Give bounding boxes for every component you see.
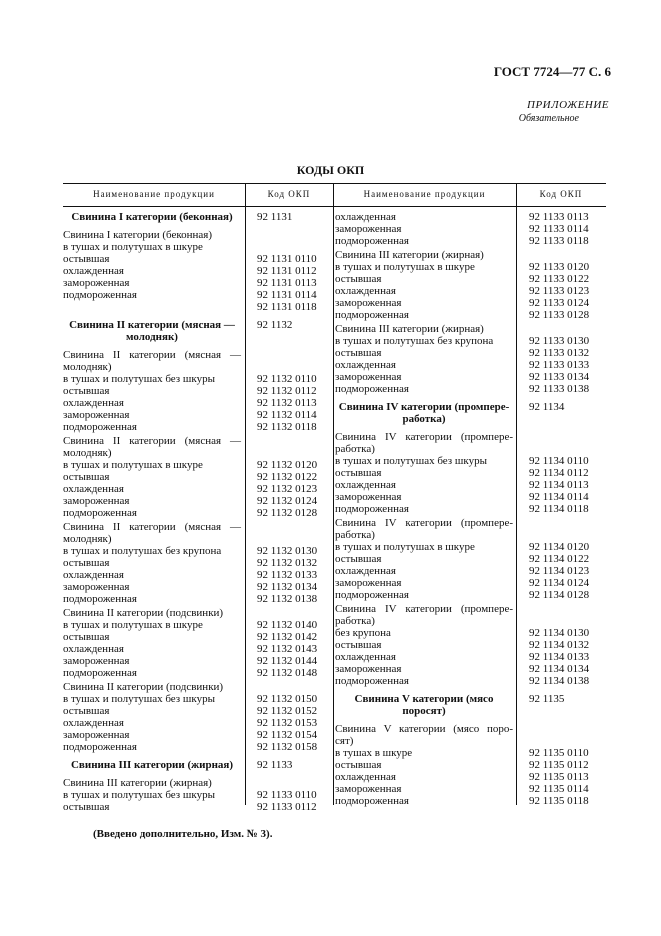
okp-code: 92 1133 0134 bbox=[529, 371, 590, 383]
okp-code: 92 1132 0133 bbox=[257, 569, 318, 581]
okp-code: 92 1131 0113 bbox=[257, 277, 317, 289]
table-row bbox=[63, 667, 327, 679]
okp-code: 92 1133 0123 bbox=[529, 285, 590, 297]
name-column-header: Наименование продукции bbox=[363, 189, 486, 199]
product-name: охлажденная bbox=[63, 569, 124, 581]
okp-code bbox=[517, 323, 599, 335]
okp-code bbox=[245, 349, 327, 373]
okp-code: 92 1134 0118 bbox=[529, 503, 589, 515]
okp-code: 92 1132 0144 bbox=[257, 655, 318, 667]
table-row bbox=[335, 335, 599, 347]
product-name: остывшая bbox=[63, 705, 110, 717]
okp-code: 92 1135 0114 bbox=[529, 783, 589, 795]
left-column bbox=[63, 211, 327, 813]
table-row bbox=[63, 241, 327, 253]
product-name: подмороженная bbox=[63, 421, 137, 433]
table-row bbox=[63, 507, 327, 519]
product-name: Свинина II категории (мясная — молодняк) bbox=[63, 435, 241, 459]
table-row bbox=[335, 577, 599, 589]
okp-code: 92 1133 bbox=[257, 759, 293, 771]
product-name: в тушах и полутушах в шкуре bbox=[335, 541, 475, 553]
table-row bbox=[63, 693, 327, 705]
product-name: замороженная bbox=[63, 655, 130, 667]
okp-code bbox=[245, 229, 327, 241]
product-name: остывшая bbox=[335, 759, 382, 771]
product-name: подмороженная bbox=[63, 741, 137, 753]
okp-code: 92 1132 0112 bbox=[257, 385, 317, 397]
table-row bbox=[335, 553, 599, 565]
product-name: замороженная bbox=[63, 409, 130, 421]
table-rule-head bbox=[63, 206, 606, 207]
table-row bbox=[335, 541, 599, 553]
table-row bbox=[335, 639, 599, 651]
product-name: в тушах и полутушах без крупона bbox=[63, 545, 222, 557]
product-name: охлажденная bbox=[335, 285, 396, 297]
okp-code: 92 1132 0143 bbox=[257, 643, 318, 655]
okp-code: 92 1133 0120 bbox=[529, 261, 590, 273]
product-name: в тушах и полутушах без шкуры bbox=[63, 789, 215, 801]
table-row bbox=[335, 359, 599, 371]
okp-code: 92 1133 0138 bbox=[529, 383, 590, 395]
category-heading bbox=[335, 401, 599, 425]
table-row bbox=[335, 211, 599, 223]
product-name: замороженная bbox=[335, 577, 402, 589]
product-name: охлажденная bbox=[63, 265, 124, 277]
table-row bbox=[335, 273, 599, 285]
okp-code: 92 1132 0148 bbox=[257, 667, 318, 679]
table-row bbox=[63, 409, 327, 421]
okp-code: 92 1133 0133 bbox=[529, 359, 590, 371]
category-heading bbox=[335, 693, 599, 717]
appendix-sub: Обязательное bbox=[518, 113, 579, 124]
product-name: замороженная bbox=[63, 495, 130, 507]
product-name: Свинина I категории (беконная) bbox=[71, 211, 233, 223]
table-row bbox=[335, 517, 599, 541]
table-row bbox=[63, 421, 327, 433]
product-name: Свинина V категории (мясо поросят) bbox=[354, 693, 494, 717]
okp-code: 92 1133 0122 bbox=[529, 273, 590, 285]
category-heading bbox=[63, 759, 327, 771]
product-name: подмороженная bbox=[63, 593, 137, 605]
product-name: Свинина II категории (мясная — молодняк) bbox=[63, 349, 241, 373]
table-row bbox=[335, 479, 599, 491]
product-name: остывшая bbox=[63, 253, 110, 265]
okp-code: 92 1132 0130 bbox=[257, 545, 318, 557]
okp-code bbox=[245, 241, 327, 253]
table-row bbox=[335, 603, 599, 627]
page-header: ГОСТ 7724—77 С. 6 bbox=[493, 64, 611, 79]
okp-code bbox=[245, 521, 327, 545]
okp-code: 92 1131 0110 bbox=[257, 253, 317, 265]
okp-code: 92 1132 0134 bbox=[257, 581, 318, 593]
table-row bbox=[63, 789, 327, 801]
okp-code bbox=[245, 435, 327, 459]
product-name: подмороженная bbox=[335, 383, 409, 395]
category-heading bbox=[63, 319, 327, 343]
okp-code: 92 1135 0118 bbox=[529, 795, 589, 807]
table-row bbox=[63, 557, 327, 569]
table-row bbox=[63, 643, 327, 655]
product-name: в тушах и полутушах в шкуре bbox=[63, 619, 203, 631]
okp-code: 92 1134 0124 bbox=[529, 577, 590, 589]
table-row bbox=[335, 771, 599, 783]
column-divider bbox=[333, 183, 334, 805]
product-name: подмороженная bbox=[335, 309, 409, 321]
product-name: Свинина III категории (жирная) bbox=[63, 777, 212, 789]
table-row bbox=[335, 235, 599, 247]
table-row bbox=[335, 467, 599, 479]
product-name: подмороженная bbox=[63, 507, 137, 519]
okp-code: 92 1132 0138 bbox=[257, 593, 318, 605]
table-row bbox=[335, 261, 599, 273]
product-name: Свинина II категории (мясная — молодняк) bbox=[63, 521, 241, 545]
table-row bbox=[63, 619, 327, 631]
product-name: подмороженная bbox=[335, 675, 409, 687]
product-name: остывшая bbox=[63, 631, 110, 643]
okp-code: 92 1134 0112 bbox=[529, 467, 589, 479]
product-name: охлажденная bbox=[335, 211, 396, 223]
table-row bbox=[63, 459, 327, 471]
okp-code: 92 1132 0158 bbox=[257, 741, 318, 753]
table-row bbox=[63, 265, 327, 277]
right-column bbox=[335, 211, 599, 807]
okp-code: 92 1133 0124 bbox=[529, 297, 590, 309]
okp-code: 92 1131 0114 bbox=[257, 289, 317, 301]
table-row bbox=[63, 397, 327, 409]
table-row bbox=[335, 297, 599, 309]
footnote: (Введено дополнительно, Изм. № 3). bbox=[93, 828, 273, 840]
okp-code bbox=[517, 603, 599, 627]
table-row bbox=[335, 371, 599, 383]
category-heading bbox=[63, 211, 327, 223]
table-row bbox=[335, 309, 599, 321]
table-row bbox=[335, 285, 599, 297]
product-name: замороженная bbox=[335, 783, 402, 795]
code-column-header: Код ОКП bbox=[539, 189, 583, 199]
product-name: остывшая bbox=[335, 467, 382, 479]
table-row bbox=[63, 593, 327, 605]
okp-code: 92 1133 0114 bbox=[529, 223, 589, 235]
okp-code bbox=[517, 431, 599, 455]
product-name: охлажденная bbox=[335, 565, 396, 577]
table-row bbox=[335, 455, 599, 467]
okp-code: 92 1134 0133 bbox=[529, 651, 590, 663]
product-name: Свинина III категории (жирная) bbox=[70, 759, 234, 771]
table-row bbox=[63, 581, 327, 593]
product-name: в тушах и полутушах без шкуры bbox=[335, 455, 487, 467]
table-row bbox=[63, 229, 327, 241]
okp-code: 92 1135 0110 bbox=[529, 747, 589, 759]
table-row bbox=[63, 435, 327, 459]
table-row bbox=[63, 471, 327, 483]
appendix-label: ПРИЛОЖЕНИЕ bbox=[527, 99, 609, 111]
okp-code bbox=[517, 723, 599, 747]
product-name: подмороженная bbox=[335, 503, 409, 515]
okp-code: 92 1133 0113 bbox=[529, 211, 589, 223]
product-name: замороженная bbox=[63, 277, 130, 289]
okp-code: 92 1134 0122 bbox=[529, 553, 590, 565]
table-row bbox=[63, 277, 327, 289]
table-row bbox=[335, 491, 599, 503]
table-row bbox=[335, 747, 599, 759]
product-name: остывшая bbox=[63, 385, 110, 397]
okp-code: 92 1132 0123 bbox=[257, 483, 318, 495]
okp-code: 92 1134 0113 bbox=[529, 479, 589, 491]
product-name: замороженная bbox=[335, 491, 402, 503]
okp-code: 92 1132 0113 bbox=[257, 397, 317, 409]
okp-code: 92 1134 0130 bbox=[529, 627, 590, 639]
okp-table bbox=[63, 183, 606, 813]
product-name bbox=[63, 301, 245, 313]
okp-code bbox=[245, 681, 327, 693]
product-name: охлажденная bbox=[335, 651, 396, 663]
product-name: подмороженная bbox=[63, 667, 137, 679]
okp-code: 92 1134 0110 bbox=[529, 455, 589, 467]
okp-code: 92 1132 0142 bbox=[257, 631, 318, 643]
okp-code: 92 1133 0128 bbox=[529, 309, 590, 321]
product-name: Свинина III категории (жирная) bbox=[335, 323, 484, 335]
table-row bbox=[63, 545, 327, 557]
okp-code: 92 1134 0128 bbox=[529, 589, 590, 601]
okp-code: 92 1132 bbox=[257, 319, 293, 331]
okp-code: 92 1131 bbox=[257, 211, 293, 223]
okp-code: 92 1133 0118 bbox=[529, 235, 589, 247]
product-name: Свинина II категории (подсвинки) bbox=[63, 607, 224, 619]
product-name: остывшая bbox=[63, 801, 110, 813]
product-name: остывшая bbox=[335, 273, 382, 285]
okp-code: 92 1132 0122 bbox=[257, 471, 318, 483]
table-row bbox=[335, 503, 599, 515]
product-name: в тушах и полутушах в шкуре bbox=[63, 459, 203, 471]
table-row bbox=[335, 565, 599, 577]
table-row bbox=[63, 777, 327, 789]
product-name: охлажденная bbox=[63, 483, 124, 495]
table-row bbox=[335, 323, 599, 335]
product-name: подмороженная bbox=[63, 289, 137, 301]
table-row bbox=[335, 783, 599, 795]
product-name: охлажденная bbox=[335, 479, 396, 491]
table-row bbox=[335, 431, 599, 455]
product-name: Свинина IV категории (промпере- работка) bbox=[335, 603, 513, 627]
table-row bbox=[335, 723, 599, 747]
table-row bbox=[335, 795, 599, 807]
table-row bbox=[335, 651, 599, 663]
table-row bbox=[335, 347, 599, 359]
product-name: в тушах и полутушах без крупона bbox=[335, 335, 494, 347]
product-name: охлажденная bbox=[335, 771, 396, 783]
okp-code: 92 1134 0138 bbox=[529, 675, 590, 687]
product-name: остывшая bbox=[63, 471, 110, 483]
table-row bbox=[63, 253, 327, 265]
table-row bbox=[335, 663, 599, 675]
product-name: замороженная bbox=[63, 729, 130, 741]
table-row bbox=[63, 521, 327, 545]
table-row bbox=[335, 627, 599, 639]
product-name: Свинина IV категории (промпере- работка) bbox=[338, 401, 510, 425]
table-row bbox=[335, 589, 599, 601]
okp-code: 92 1134 0114 bbox=[529, 491, 589, 503]
okp-code bbox=[517, 517, 599, 541]
product-name: остывшая bbox=[335, 639, 382, 651]
okp-code: 92 1132 0110 bbox=[257, 373, 317, 385]
okp-code bbox=[245, 607, 327, 619]
table-row bbox=[335, 759, 599, 771]
product-name: замороженная bbox=[335, 223, 402, 235]
okp-code: 92 1133 0132 bbox=[529, 347, 590, 359]
table-row bbox=[63, 655, 327, 667]
product-name: в тушах и полутушах без шкуры bbox=[63, 373, 215, 385]
product-name: Свинина I категории (беконная) bbox=[63, 229, 213, 241]
okp-code: 92 1133 0110 bbox=[257, 789, 317, 801]
product-name: замороженная bbox=[335, 371, 402, 383]
table-row bbox=[63, 373, 327, 385]
table-row bbox=[63, 607, 327, 619]
code-column-header: Код ОКП bbox=[267, 189, 311, 199]
okp-code: 92 1132 0153 bbox=[257, 717, 318, 729]
name-column-header: Наименование продукции bbox=[93, 189, 215, 199]
table-row bbox=[63, 801, 327, 813]
product-name: подмороженная bbox=[335, 795, 409, 807]
okp-code: 92 1132 0152 bbox=[257, 705, 318, 717]
product-name: остывшая bbox=[335, 553, 382, 565]
okp-code: 92 1132 0140 bbox=[257, 619, 318, 631]
product-name: в тушах и полутушах в шкуре bbox=[335, 261, 475, 273]
okp-code: 92 1132 0114 bbox=[257, 409, 317, 421]
okp-code: 92 1131 0118 bbox=[257, 301, 317, 313]
okp-code: 92 1132 0128 bbox=[257, 507, 318, 519]
table-row bbox=[63, 631, 327, 643]
product-name: замороженная bbox=[63, 581, 130, 593]
product-name: остывшая bbox=[63, 557, 110, 569]
product-name: охлажденная bbox=[63, 717, 124, 729]
okp-code: 92 1132 0118 bbox=[257, 421, 317, 433]
table-row bbox=[63, 705, 327, 717]
table-row bbox=[63, 717, 327, 729]
okp-code: 92 1134 0123 bbox=[529, 565, 590, 577]
product-name: Свинина III категории (жирная) bbox=[335, 249, 484, 261]
okp-code: 92 1134 0134 bbox=[529, 663, 590, 675]
product-name: без крупона bbox=[335, 627, 391, 639]
product-name: охлажденная bbox=[335, 359, 396, 371]
okp-code: 92 1132 0132 bbox=[257, 557, 318, 569]
okp-code: 92 1134 0120 bbox=[529, 541, 590, 553]
table-row bbox=[335, 223, 599, 235]
table-row bbox=[63, 729, 327, 741]
okp-code: 92 1134 0132 bbox=[529, 639, 590, 651]
product-name: Свинина V категории (мясо поро- сят) bbox=[335, 723, 513, 747]
table-row bbox=[335, 675, 599, 687]
product-name: охлажденная bbox=[63, 643, 124, 655]
okp-code: 92 1132 0150 bbox=[257, 693, 318, 705]
product-name: замороженная bbox=[335, 297, 402, 309]
product-name: замороженная bbox=[335, 663, 402, 675]
product-name: подмороженная bbox=[335, 235, 409, 247]
okp-code: 92 1135 0113 bbox=[529, 771, 589, 783]
table-row bbox=[63, 301, 327, 313]
okp-code: 92 1131 0112 bbox=[257, 265, 317, 277]
product-name: в тушах и полутушах в шкуре bbox=[63, 241, 203, 253]
table-row bbox=[63, 681, 327, 693]
table-row bbox=[335, 249, 599, 261]
okp-code: 92 1132 0124 bbox=[257, 495, 318, 507]
table-row bbox=[63, 483, 327, 495]
product-name: Свинина II категории (мясная — молодняк) bbox=[69, 319, 235, 343]
table-row bbox=[63, 569, 327, 581]
table-row bbox=[63, 385, 327, 397]
table-row bbox=[63, 741, 327, 753]
okp-code bbox=[517, 249, 599, 261]
okp-code: 92 1132 0154 bbox=[257, 729, 318, 741]
product-name: Свинина II категории (подсвинки) bbox=[63, 681, 224, 693]
table-row bbox=[63, 349, 327, 373]
okp-code: 92 1132 0120 bbox=[257, 459, 318, 471]
product-name: в тушах и полутушах без шкуры bbox=[63, 693, 215, 705]
doc-title: КОДЫ ОКП bbox=[296, 163, 365, 177]
table-row bbox=[63, 495, 327, 507]
okp-code: 92 1134 bbox=[529, 401, 565, 413]
table-row bbox=[335, 383, 599, 395]
table-rule-top bbox=[63, 183, 606, 184]
product-name: охлажденная bbox=[63, 397, 124, 409]
okp-code: 92 1135 bbox=[529, 693, 565, 705]
okp-code: 92 1133 0130 bbox=[529, 335, 590, 347]
okp-code: 92 1133 0112 bbox=[257, 801, 317, 813]
product-name: Свинина IV категории (промпере- работка) bbox=[335, 517, 513, 541]
table-row bbox=[63, 289, 327, 301]
product-name: в тушах в шкуре bbox=[335, 747, 413, 759]
product-name: Свинина IV категории (промпере- работка) bbox=[335, 431, 513, 455]
okp-code: 92 1135 0112 bbox=[529, 759, 589, 771]
product-name: подмороженная bbox=[335, 589, 409, 601]
okp-code bbox=[245, 777, 327, 789]
product-name: остывшая bbox=[335, 347, 382, 359]
